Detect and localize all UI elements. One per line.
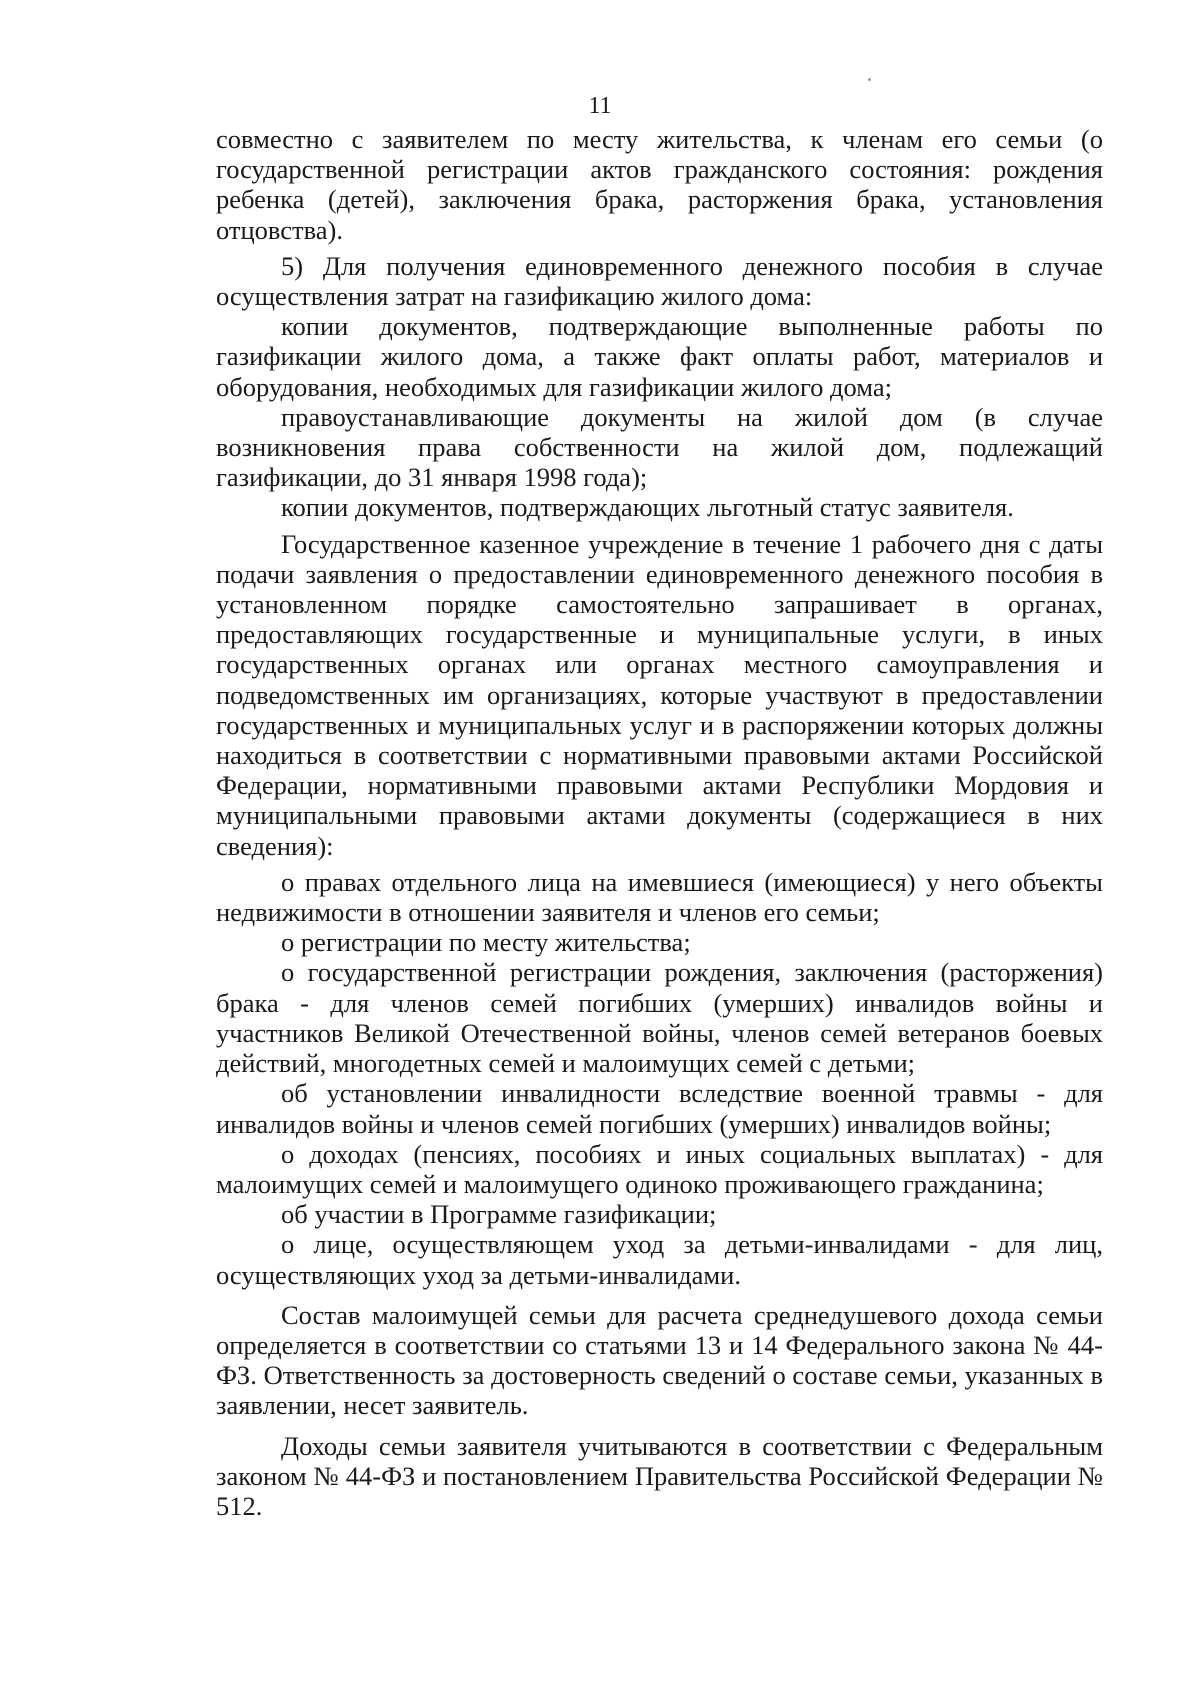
paragraph-item-5: 5) Для получения единовременного денежного пособия в случае осуществления затрат на газификацию жилого дома: [216,250,1103,312]
paragraph-continuation: совместно с заявителем по месту жительства, к членам его семьи (о государственной регистрации актов гражданского состояния: рождения ребенка (детей), заключения брака, расторжения брака, установления отцовства). [216,124,1103,245]
paragraph-family-income: Доходы семьи заявителя учитываются в соответствии с Федеральным законом № 44-ФЗ и постановлением Правительства Российской Федерации № 512. [216,1430,1103,1521]
paragraph-property-rights: о правах отдельного лица на имевшиеся (имеющиеся) у него объекты недвижимости в отношении заявителя и членов его семьи; [216,866,1103,928]
paragraph-income: о доходах (пенсиях, пособиях и иных социальных выплатах) - для малоимущих семей и малоимущего одиноко проживающего гражданина; [216,1138,1103,1199]
paragraph-title-docs: правоустанавливающие документы на жилой дом (в случае возникновения права собственности на жилой дом, подлежащий газификации, до 31 января 1998 года); [216,401,1103,493]
paragraph-gasification-program: об участии в Программе газификации; [281,1199,717,1230]
document-body [216,124,1103,1521]
paragraph-institution-requests: Государственное казенное учреждение в течение 1 рабочего дня с даты подачи заявления о предоставлении единовременного денежного пособия в установленном порядке самостоятельно запрашивает в органах, предоставляющих государственные и муниципальные услуги, в иных государственных органах или органах местного самоуправления и подведомственных им организациях, которые участвуют в предоставлении государственных и муниципальных услуг и в распоряжении которых должны находиться в соответствии с нормативными правовыми актами Российской Федерации, нормативными правовыми актами Республики Мордовия и муниципальными правовыми актами документы (содержащиеся в них сведения): [216,528,1103,861]
paragraph-family-composition: Состав малоимущей семьи для расчета среднедушевого дохода семьи определяется в соответствии со статьями 13 и 14 Федерального закона № 44-ФЗ. Ответственность за достоверность сведений о составе семьи, указанных в заявлении, несет заявитель. [216,1299,1103,1421]
paragraph-caregiver: о лице, осуществляющем уход за детьми-инвалидами - для лиц, осуществляющих уход за детьми-инвалидами. [216,1229,1103,1290]
paragraph-gas-work-docs: копии документов, подтверждающие выполненные работы по газификации жилого дома, а также факт оплаты работ, материалов и оборудования, необходимых для газификации жилого дома; [216,311,1103,402]
scan-speck [868,78,871,81]
page-number: 11 [588,93,612,119]
paragraph-registration: о регистрации по месту жительства; [281,927,691,958]
paragraph-disability: об установлении инвалидности вследствие военной травмы - для инвалидов войны и членов семей погибших (умерших) инвалидов войны; [216,1078,1103,1139]
paragraph-benefit-status-docs: копии документов, подтверждающих льготный статус заявителя. [281,492,1014,523]
paragraph-civil-registration: о государственной регистрации рождения, заключения (расторжения) брака - для членов семей погибших (умерших) инвалидов войны и участников Великой Отечественной войны, членов семей ветеранов боевых действий, многодетных семей и малоимущих семей с детьми; [216,957,1103,1079]
